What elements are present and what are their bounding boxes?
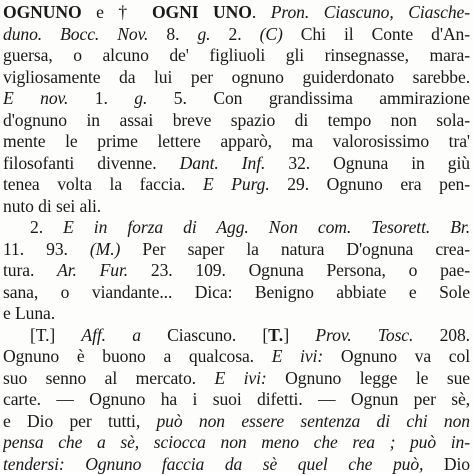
text-line: tura. Ar. Fur. 23. 109. Ognuna Persona, o pae- [3,260,470,282]
text-line: vigliosamente da lui per ognuno guiderdonato sarebbe. [3,67,470,89]
text-line: tendersi: Ognuno faccia da sè quel che può, Dio [3,454,470,475]
text-line: E nov. 1. g. 5. Con grandissima ammirazione [3,88,470,110]
text-line: OGNUNO e † OGNI UNO. Pron. Ciascuno, Ciasche- [3,2,470,24]
text-line: duno. Bocc. Nov. 8. g. 2. (C) Chi il Conte d'An- [3,24,470,46]
text-line: d'ognuno in assai breve spazio di tempo non sola- [3,110,470,132]
sense-2-line: 2. E in forza di Agg. Non com. Tesorett. Br. [30,217,470,239]
text-line: e Luna. [3,303,470,325]
headword-ognuno: OGNUNO [3,2,82,22]
text-line: pensa che a sè, sciocca non meno che rea ; può in- [3,432,470,454]
text-line: mente le prime lettere apparò, ma valorosissimo tra' [3,131,470,153]
text-line: e Dio per tutti, può non essere sentenza di chi non [3,411,470,433]
sense-t-line: [T.] Aff. a Ciascuno. [T.] Prov. Tosc. 208. [30,325,470,347]
text-line: nuto di sei ali. [3,196,470,218]
text-line: Ognuno è buono a qualcosa. E ivi: Ognuno va col [3,346,470,368]
text-line: sana, o viandante... Dica: Benigno abbiate e Sole [3,282,470,304]
text-line: tenea volta la faccia. E Purg. 29. Ognuno era pen- [3,174,470,196]
text-line: guersa, o alcuno de' figliuoli gli rinsegnasse, mara- [3,45,470,67]
text-line: suo senno al mercato. E ivi: Ognuno legge le sue [3,368,470,390]
text-line: filosofanti divenne. Dant. Inf. 32. Ognuna in giù [3,153,470,175]
text-line: 11. 93. (M.) Per saper la natura D'ognuna crea- [3,239,470,261]
text-line: carte. — Ognuno ha i suoi difetti. — Ognun per sè, [3,389,470,411]
part-of-speech: Pron. Ciascuno, Ciasche- [271,2,470,22]
headword-ogni-uno: OGNI UNO [152,2,252,22]
